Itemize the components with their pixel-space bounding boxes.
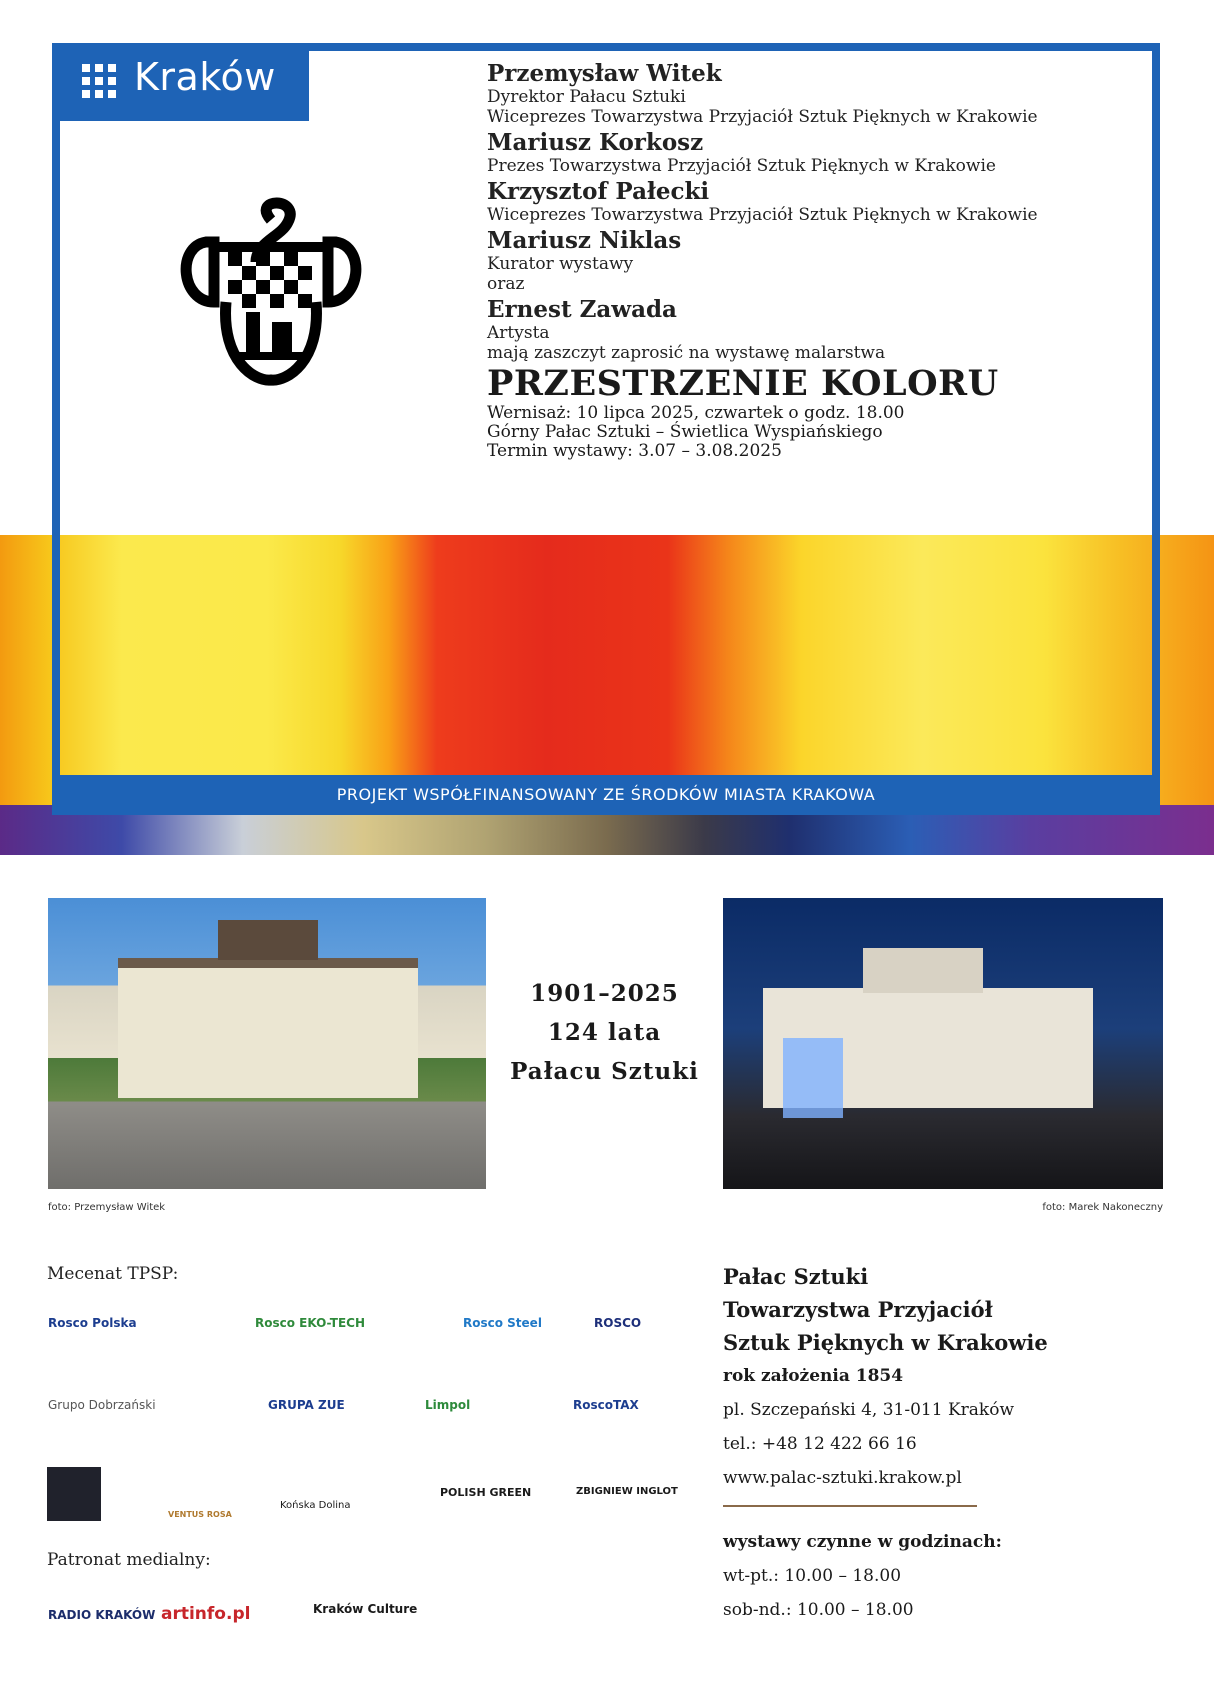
person-role: Wiceprezes Towarzystwa Przyjaciół Sztuk Pięknych w Krakowie xyxy=(487,107,1038,127)
street: pl. Szczepański 4, 31-011 Kraków xyxy=(723,1400,1015,1420)
sponsor-logo: Rosco Polska xyxy=(48,1316,137,1330)
founded: rok założenia 1854 xyxy=(723,1366,904,1386)
dates-info: Termin wystawy: 3.07 – 3.08.2025 xyxy=(487,441,782,461)
sponsor-logo: POLISH GREEN xyxy=(440,1486,532,1499)
person-name: Ernest Zawada xyxy=(487,296,677,323)
sponsor-logo: Końska Dolina xyxy=(280,1500,351,1511)
sponsor-logo: Limpol xyxy=(425,1398,471,1412)
photo-credit-right: foto: Marek Nakoneczny xyxy=(1042,1202,1163,1213)
phone: tel.: +48 12 422 66 16 xyxy=(723,1434,917,1454)
address-title: Towarzystwa Przyjaciół xyxy=(723,1297,993,1322)
person-role: Dyrektor Pałacu Sztuki xyxy=(487,87,686,107)
media-logo: artinfo.pl xyxy=(161,1604,251,1624)
anniversary-years: 1901–2025 xyxy=(530,980,679,1007)
hours-weekday: wt-pt.: 10.00 – 18.00 xyxy=(723,1566,902,1586)
invite-text xyxy=(487,60,1087,461)
opening-info: Wernisaż: 10 lipca 2025, czwartek o godz. 18.00 xyxy=(487,403,905,423)
sponsor-logo: ZBIGNIEW INGLOT xyxy=(576,1486,678,1497)
sponsor-logo: ROSCO xyxy=(594,1316,642,1330)
person-name: Mariusz Korkosz xyxy=(487,129,704,156)
krakow-logo-text: Kraków xyxy=(134,55,276,99)
palace-night-photo xyxy=(723,898,1163,1189)
person-role: Kurator wystawy xyxy=(487,254,634,274)
website-link[interactable]: www.palac-sztuki.krakow.pl xyxy=(723,1468,962,1488)
tpsp-emblem-icon xyxy=(176,192,366,387)
palace-day-photo xyxy=(48,898,486,1189)
sponsor-logo: Rosco Steel xyxy=(463,1316,542,1330)
exhibition-title: PRZESTRZENIE KOLORU xyxy=(487,363,999,404)
hours-weekend: sob-nd.: 10.00 – 18.00 xyxy=(723,1600,914,1620)
person-role: Prezes Towarzystwa Przyjaciół Sztuk Pięknych w Krakowie xyxy=(487,156,996,176)
sponsor-logo: GRUPA ZUE xyxy=(268,1398,345,1412)
person-name: Przemysław Witek xyxy=(487,60,722,87)
sponsor-logo: Grupo Dobrzański xyxy=(48,1398,156,1412)
sponsor-logo: RoscoTAX xyxy=(573,1398,639,1412)
hours-heading: wystawy czynne w godzinach: xyxy=(723,1532,1002,1552)
divider xyxy=(723,1505,977,1507)
person-role: Artysta xyxy=(487,323,550,343)
person-name: Krzysztof Pałecki xyxy=(487,178,710,205)
address-title: Pałac Sztuki xyxy=(723,1264,869,1289)
sponsor-logo: Rosco EKO-TECH xyxy=(255,1316,365,1330)
person-name: Mariusz Niklas xyxy=(487,227,682,254)
venue-info: Górny Pałac Sztuki – Świetlica Wyspiańskiego xyxy=(487,422,883,442)
person-role: Wiceprezes Towarzystwa Przyjaciół Sztuk Pięknych w Krakowie xyxy=(487,205,1038,225)
funding-text: PROJEKT WSPÓŁFINANSOWANY ZE ŚRODKÓW MIASTA KRAKOWA xyxy=(336,785,876,804)
anniversary xyxy=(486,980,723,1085)
address-title: Sztuk Pięknych w Krakowie xyxy=(723,1330,1048,1355)
media-logo: Kraków Culture xyxy=(313,1602,418,1616)
photo-credit-left: foto: Przemysław Witek xyxy=(48,1202,166,1213)
krakow-mark-icon xyxy=(78,60,120,102)
anniversary-subject: Pałacu Sztuki xyxy=(510,1058,699,1085)
sponsors-heading: Mecenat TPSP: xyxy=(47,1264,179,1284)
invitation-line: mają zaszczyt zaprosić na wystawę malarstwa xyxy=(487,343,886,363)
sponsor-logo: VENTUS ROSA xyxy=(168,1510,232,1519)
person-role: oraz xyxy=(487,274,525,294)
anniversary-count: 124 lata xyxy=(547,1019,662,1046)
azurius-logo xyxy=(47,1467,101,1521)
media-logo: RADIO KRAKÓW xyxy=(48,1608,156,1622)
address-block xyxy=(723,1260,1163,1627)
media-heading: Patronat medialny: xyxy=(47,1550,211,1570)
